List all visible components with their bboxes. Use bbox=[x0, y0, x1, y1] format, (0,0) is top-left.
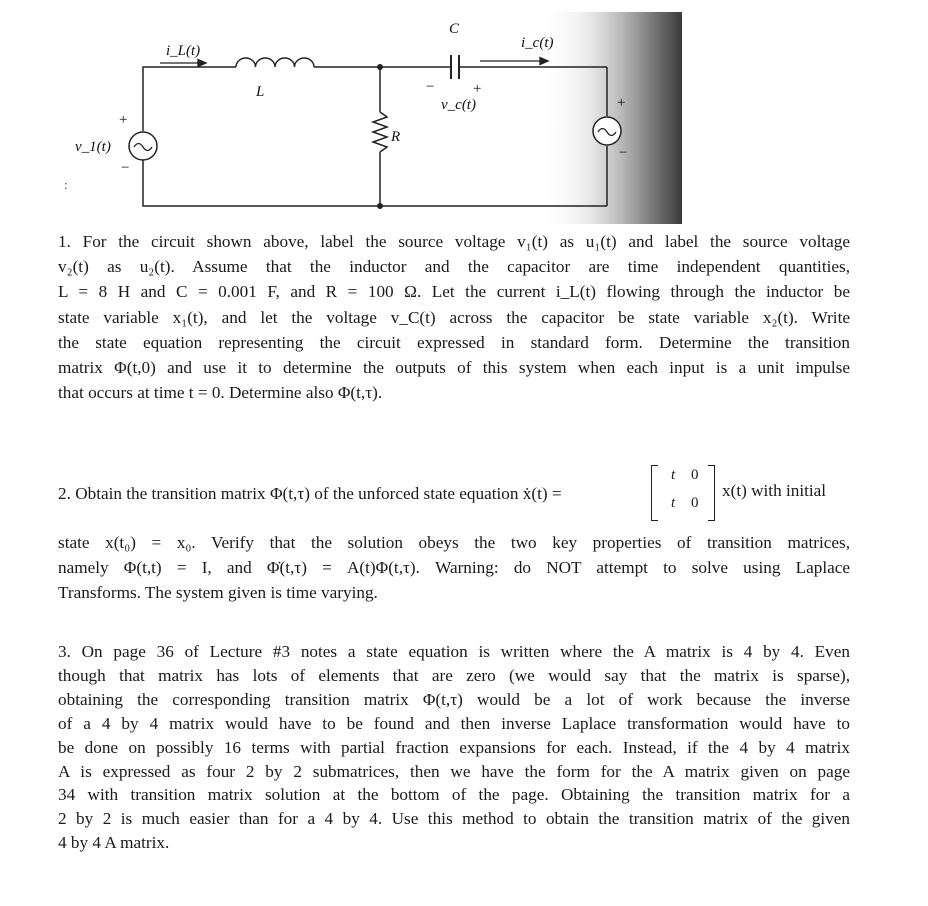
problem-1-line: 1. For the circuit shown above, label the source voltage v₁(t) as u₁(t) and label the source voltage bbox=[58, 232, 850, 251]
label-source2-plus: + bbox=[617, 95, 626, 111]
matrix-cell: t bbox=[671, 467, 676, 483]
problem-2-line: namely Φ(t,t) = I, and Φ̇(t,τ) = A(t)Φ(t,τ). Warning: do NOT attempt to solve using Laplace bbox=[58, 558, 850, 578]
capacitor-symbol bbox=[451, 55, 459, 79]
matrix-left-bracket bbox=[651, 465, 658, 521]
resistor-symbol bbox=[373, 112, 387, 152]
problem-1-line: state variable x₁(t), and let the voltage v_C(t) across the capacitor be state variable x₂(t). Write bbox=[58, 307, 850, 327]
state-matrix bbox=[651, 465, 715, 521]
circuit-diagram bbox=[0, 0, 928, 230]
problem-3-line: 3. On page 36 of Lecture #3 notes a state equation is written where the A matrix is 4 by 4. Even bbox=[58, 642, 850, 661]
problem-2-line: Transforms. The system given is time varying. bbox=[58, 583, 378, 603]
problem-1-line: v₂(t) as u₂(t). Assume that the inductor and the capacitor are time independent quantities, bbox=[58, 257, 850, 277]
voltage-source-2 bbox=[593, 117, 621, 145]
problem-1-line: that occurs at time t = 0. Determine also Φ(t,τ). bbox=[58, 383, 383, 403]
inductor-symbol bbox=[236, 58, 314, 67]
problem-1-line: matrix Φ(t,0) and use it to determine the outputs of this system when each input is a unit impulse bbox=[58, 358, 850, 378]
label-source2-minus: − bbox=[619, 145, 628, 161]
matrix-cell: t bbox=[671, 495, 676, 511]
voltage-source-1 bbox=[129, 132, 157, 160]
matrix-cell: 0 bbox=[691, 495, 699, 511]
problem-3 bbox=[58, 640, 850, 855]
label-capacitor: C bbox=[449, 21, 460, 37]
problem-2-line: 2. Obtain the transition matrix Φ(t,τ) of the unforced state equation ẋ(t) = bbox=[58, 484, 562, 503]
label-capacitor-voltage: v_c(t) bbox=[441, 97, 476, 113]
stray-mark: : bbox=[64, 177, 68, 192]
problem-2-line: state x(t₀) = x₀. Verify that the solution obeys the two key properties of transition matrices, bbox=[58, 533, 850, 552]
matrix-cell: 0 bbox=[691, 467, 699, 483]
problem-1 bbox=[58, 229, 850, 405]
problem-3-line: 34 with transition matrix solution at the bottom of the page. Obtaining the transition matrix for a bbox=[58, 785, 850, 805]
problem-3-line: be done on possibly 16 terms with partial fraction expansions for each. Instead, if the 4 by 4 matrix bbox=[58, 737, 850, 757]
label-inductor-current: i_L(t) bbox=[166, 43, 201, 59]
current-arrow-il bbox=[160, 60, 206, 67]
junction-dot-top bbox=[377, 64, 383, 70]
problem-3-line: obtaining the corresponding transition matrix Φ(t,τ) would be a lot of work because the inverse bbox=[58, 689, 850, 709]
label-cap-plus: + bbox=[473, 81, 482, 97]
current-arrow-ic bbox=[480, 58, 548, 65]
problem-2-first-line-tail: x(t) with initial bbox=[722, 481, 827, 500]
label-cap-minus: − bbox=[426, 79, 435, 95]
label-capacitor-current: i_c(t) bbox=[521, 35, 554, 51]
circuit-wires bbox=[143, 67, 607, 206]
label-source-voltage-1: v_1(t) bbox=[75, 139, 111, 155]
label-inductor: L bbox=[256, 84, 265, 100]
label-source1-minus: − bbox=[121, 160, 130, 176]
label-source1-plus: + bbox=[119, 112, 128, 128]
matrix-right-bracket bbox=[708, 465, 715, 521]
problem-2 bbox=[58, 530, 850, 606]
problem-3-line: A is expressed as four 2 by 2 submatrices, then we have the form for the A matrix given on page bbox=[58, 761, 850, 781]
junction-dot-bottom bbox=[377, 203, 383, 209]
problem-3-line: of a 4 by 4 matrix would have to be found and then inverse Laplace transformation would have to bbox=[58, 713, 850, 733]
problem-3-line: 4 by 4 A matrix. bbox=[58, 833, 170, 853]
problem-1-line: L = 8 H and C = 0.001 F, and R = 100 Ω. Let the current i_L(t) flowing through the inductor be bbox=[58, 282, 850, 302]
label-resistor: R bbox=[391, 129, 401, 145]
problem-3-line: 2 by 2 is much easier than for a 4 by 4. Use this method to obtain the transition matrix of the given bbox=[58, 809, 850, 829]
problem-1-line: the state equation representing the circuit expressed in standard form. Determine the transition bbox=[58, 332, 850, 352]
problem-3-line: though that matrix has lots of elements that are zero (we would say that the matrix is sparse), bbox=[58, 665, 850, 685]
